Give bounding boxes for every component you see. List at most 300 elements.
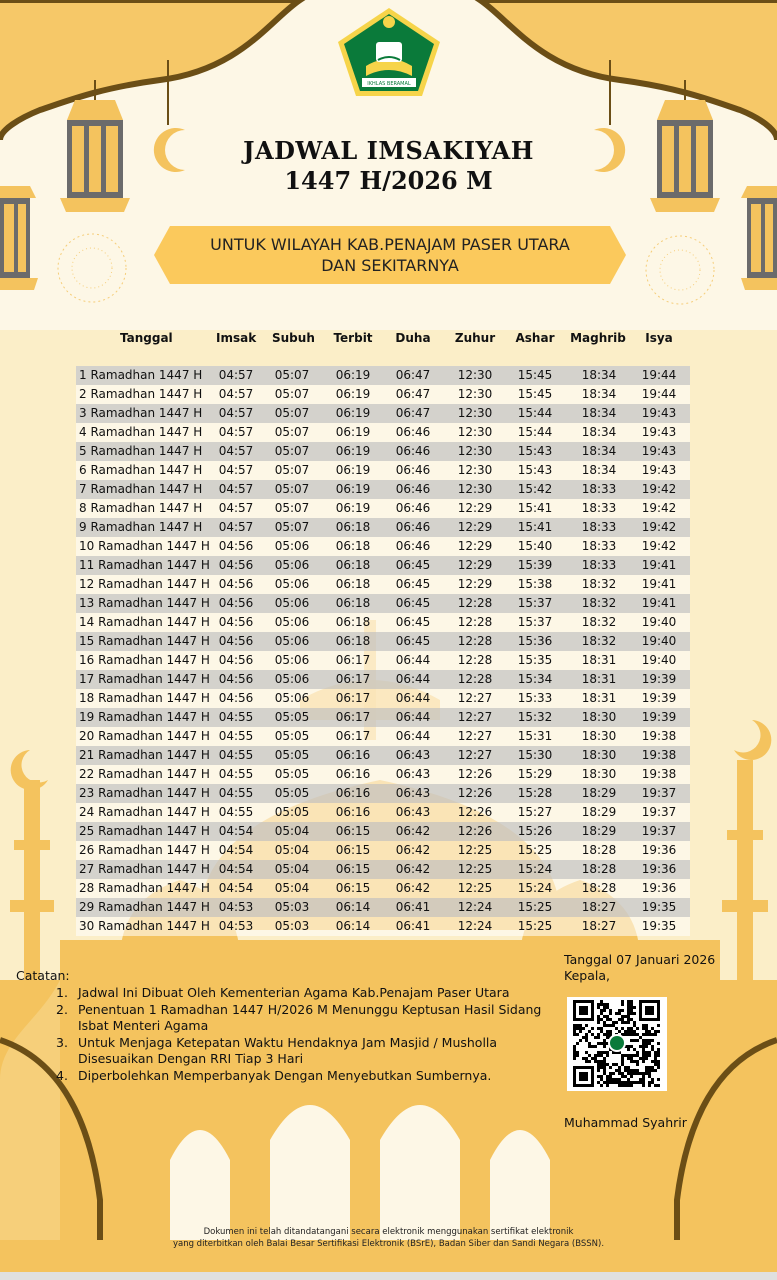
cell-duha: 06:45 <box>395 634 431 648</box>
cell-isya: 19:36 <box>641 862 677 876</box>
cell-maghrib: 18:33 <box>581 539 617 553</box>
cell-zuhur: 12:25 <box>457 843 493 857</box>
cell-isya: 19:43 <box>641 463 677 477</box>
cell-imsak: 04:57 <box>218 520 254 534</box>
cell-ashar: 15:43 <box>517 444 553 458</box>
cell-date: 8 Ramadhan 1447 H <box>79 501 203 515</box>
cell-date: 10 Ramadhan 1447 H <box>79 539 210 553</box>
cell-date: 29 Ramadhan 1447 H <box>79 900 210 914</box>
cell-ashar: 15:42 <box>517 482 553 496</box>
cell-imsak: 04:56 <box>218 539 254 553</box>
cell-maghrib: 18:33 <box>581 482 617 496</box>
header-terbit: Terbit <box>333 331 373 345</box>
cell-maghrib: 18:31 <box>581 653 617 667</box>
cell-subuh: 05:07 <box>274 482 310 496</box>
cell-date: 23 Ramadhan 1447 H <box>79 786 210 800</box>
cell-isya: 19:38 <box>641 729 677 743</box>
cell-isya: 19:43 <box>641 425 677 439</box>
table-row <box>76 651 690 670</box>
cell-subuh: 05:05 <box>274 729 310 743</box>
cell-isya: 19:38 <box>641 767 677 781</box>
cell-date: 9 Ramadhan 1447 H <box>79 520 203 534</box>
cell-date: 18 Ramadhan 1447 H <box>79 691 210 705</box>
table-row <box>76 556 690 575</box>
cell-subuh: 05:07 <box>274 463 310 477</box>
cell-date: 14 Ramadhan 1447 H <box>79 615 210 629</box>
cell-imsak: 04:56 <box>218 653 254 667</box>
cell-maghrib: 18:34 <box>581 444 617 458</box>
notes-list <box>56 985 556 1084</box>
cell-imsak: 04:57 <box>218 425 254 439</box>
cell-date: 26 Ramadhan 1447 H <box>79 843 210 857</box>
cell-imsak: 04:56 <box>218 577 254 591</box>
cell-duha: 06:45 <box>395 558 431 572</box>
cell-maghrib: 18:34 <box>581 425 617 439</box>
cell-isya: 19:41 <box>641 577 677 591</box>
cell-ashar: 15:45 <box>517 368 553 382</box>
cell-subuh: 05:05 <box>274 805 310 819</box>
cell-subuh: 05:03 <box>274 900 310 914</box>
cell-zuhur: 12:27 <box>457 691 493 705</box>
table-row <box>76 746 690 765</box>
cell-maghrib: 18:31 <box>581 691 617 705</box>
cell-ashar: 15:33 <box>517 691 553 705</box>
note-item <box>56 1035 556 1068</box>
cell-subuh: 05:07 <box>274 425 310 439</box>
cell-terbit: 06:18 <box>335 558 371 572</box>
cell-zuhur: 12:30 <box>457 444 493 458</box>
cell-imsak: 04:57 <box>218 406 254 420</box>
cell-maghrib: 18:32 <box>581 577 617 591</box>
cell-terbit: 06:14 <box>335 919 371 933</box>
kemenag-logo <box>336 6 442 98</box>
cell-subuh: 05:07 <box>274 406 310 420</box>
cell-maghrib: 18:30 <box>581 729 617 743</box>
cell-subuh: 05:07 <box>274 444 310 458</box>
cell-subuh: 05:07 <box>274 368 310 382</box>
cell-subuh: 05:06 <box>274 634 310 648</box>
qr-code <box>567 997 667 1091</box>
cell-zuhur: 12:29 <box>457 520 493 534</box>
note-number: 2. <box>56 1001 68 1017</box>
cell-ashar: 15:35 <box>517 653 553 667</box>
note-text: Untuk Menjaga Ketepatan Waktu Hendaknya Jam Masjid / Musholla Disesuaikan Dengan RRI Tiap 3 Hari <box>78 1034 498 1066</box>
cell-duha: 06:42 <box>395 843 431 857</box>
cell-zuhur: 12:24 <box>457 900 493 914</box>
note-text: Jadwal Ini Dibuat Oleh Kementerian Agama Kab.Penajam Paser Utara <box>78 985 510 1000</box>
cell-isya: 19:44 <box>641 387 677 401</box>
cell-subuh: 05:06 <box>274 691 310 705</box>
logo-caption: IKHLAS BERAMAL <box>367 81 411 87</box>
cell-isya: 19:35 <box>641 919 677 933</box>
cell-maghrib: 18:30 <box>581 710 617 724</box>
esign-footer <box>100 1226 677 1250</box>
cell-imsak: 04:57 <box>218 501 254 515</box>
cell-subuh: 05:04 <box>274 881 310 895</box>
cell-ashar: 15:28 <box>517 786 553 800</box>
cell-duha: 06:42 <box>395 881 431 895</box>
table-row <box>76 822 690 841</box>
cell-subuh: 05:06 <box>274 653 310 667</box>
cell-duha: 06:46 <box>395 482 431 496</box>
cell-imsak: 04:56 <box>218 558 254 572</box>
cell-terbit: 06:15 <box>335 824 371 838</box>
cell-duha: 06:46 <box>395 501 431 515</box>
cell-zuhur: 12:29 <box>457 558 493 572</box>
cell-isya: 19:42 <box>641 520 677 534</box>
cell-terbit: 06:18 <box>335 577 371 591</box>
cell-duha: 06:41 <box>395 900 431 914</box>
cell-date: 6 Ramadhan 1447 H <box>79 463 203 477</box>
table-row <box>76 518 690 537</box>
note-text: Diperbolehkan Memperbanyak Dengan Menyebutkan Sumbernya. <box>78 1067 492 1083</box>
cell-zuhur: 12:27 <box>457 710 493 724</box>
table-row <box>76 670 690 689</box>
cell-subuh: 05:06 <box>274 672 310 686</box>
cell-ashar: 15:25 <box>517 919 553 933</box>
cell-ashar: 15:41 <box>517 520 553 534</box>
table-row <box>76 708 690 727</box>
cell-imsak: 04:54 <box>218 824 254 838</box>
cell-zuhur: 12:29 <box>457 577 493 591</box>
cell-zuhur: 12:26 <box>457 805 493 819</box>
header-duha: Duha <box>395 331 431 345</box>
cell-zuhur: 12:30 <box>457 482 493 496</box>
note-item <box>56 985 556 1002</box>
header-tanggal: Tanggal <box>120 331 173 345</box>
cell-zuhur: 12:30 <box>457 406 493 420</box>
cell-terbit: 06:19 <box>335 501 371 515</box>
cell-ashar: 15:25 <box>517 843 553 857</box>
table-row <box>76 689 690 708</box>
cell-maghrib: 18:33 <box>581 501 617 515</box>
cell-isya: 19:35 <box>641 900 677 914</box>
table-row <box>76 784 690 803</box>
cell-date: 7 Ramadhan 1447 H <box>79 482 203 496</box>
cell-imsak: 04:55 <box>218 748 254 762</box>
note-number: 4. <box>56 1067 68 1083</box>
cell-zuhur: 12:24 <box>457 919 493 933</box>
cell-maghrib: 18:32 <box>581 615 617 629</box>
cell-isya: 19:37 <box>641 786 677 800</box>
cell-zuhur: 12:27 <box>457 748 493 762</box>
cell-duha: 06:47 <box>395 368 431 382</box>
table-body <box>76 366 690 936</box>
cell-date: 30 Ramadhan 1447 H <box>79 919 210 933</box>
note-item <box>56 1002 556 1035</box>
cell-terbit: 06:19 <box>335 482 371 496</box>
cell-imsak: 04:54 <box>218 843 254 857</box>
cell-imsak: 04:56 <box>218 596 254 610</box>
cell-terbit: 06:19 <box>335 463 371 477</box>
cell-ashar: 15:30 <box>517 748 553 762</box>
cell-maghrib: 18:28 <box>581 862 617 876</box>
notes-title: Catatan: <box>16 968 70 983</box>
cell-imsak: 04:54 <box>218 881 254 895</box>
header-ashar: Ashar <box>515 331 555 345</box>
cell-date: 17 Ramadhan 1447 H <box>79 672 210 686</box>
cell-terbit: 06:17 <box>335 710 371 724</box>
table-header <box>0 326 777 350</box>
cell-date: 12 Ramadhan 1447 H <box>79 577 210 591</box>
cell-maghrib: 18:34 <box>581 406 617 420</box>
cell-duha: 06:45 <box>395 596 431 610</box>
cell-isya: 19:43 <box>641 444 677 458</box>
cell-subuh: 05:05 <box>274 710 310 724</box>
table-row <box>76 499 690 518</box>
cell-ashar: 15:44 <box>517 425 553 439</box>
table-row <box>76 860 690 879</box>
table-row <box>76 366 690 385</box>
cell-ashar: 15:38 <box>517 577 553 591</box>
cell-zuhur: 12:28 <box>457 634 493 648</box>
region-label: UNTUK WILAYAH KAB.PENAJAM PASER UTARA DAN SEKITARNYA <box>210 235 570 275</box>
cell-terbit: 06:16 <box>335 748 371 762</box>
cell-subuh: 05:06 <box>274 577 310 591</box>
cell-maghrib: 18:34 <box>581 463 617 477</box>
cell-date: 24 Ramadhan 1447 H <box>79 805 210 819</box>
cell-subuh: 05:06 <box>274 615 310 629</box>
cell-date: 4 Ramadhan 1447 H <box>79 425 203 439</box>
cell-isya: 19:41 <box>641 596 677 610</box>
cell-maghrib: 18:29 <box>581 824 617 838</box>
cell-terbit: 06:17 <box>335 729 371 743</box>
cell-maghrib: 18:28 <box>581 881 617 895</box>
cell-ashar: 15:27 <box>517 805 553 819</box>
cell-duha: 06:43 <box>395 786 431 800</box>
cell-maghrib: 18:33 <box>581 520 617 534</box>
cell-isya: 19:42 <box>641 482 677 496</box>
signature-date: Tanggal 07 Januari 2026 <box>564 952 716 967</box>
cell-subuh: 05:06 <box>274 558 310 572</box>
cell-subuh: 05:04 <box>274 862 310 876</box>
cell-subuh: 05:06 <box>274 539 310 553</box>
cell-terbit: 06:17 <box>335 653 371 667</box>
cell-subuh: 05:07 <box>274 520 310 534</box>
cell-duha: 06:43 <box>395 767 431 781</box>
cell-maghrib: 18:27 <box>581 919 617 933</box>
esign-line-2: yang diterbitkan oleh Balai Besar Sertifikasi Elektronik (BSrE), Badan Siber dan Sandi Negara (BSSN). <box>172 1239 605 1249</box>
cell-isya: 19:42 <box>641 539 677 553</box>
cell-isya: 19:39 <box>641 710 677 724</box>
cell-zuhur: 12:28 <box>457 596 493 610</box>
cell-imsak: 04:54 <box>218 862 254 876</box>
table-row <box>76 803 690 822</box>
cell-imsak: 04:56 <box>218 672 254 686</box>
cell-imsak: 04:56 <box>218 615 254 629</box>
cell-imsak: 04:57 <box>218 444 254 458</box>
table-row <box>76 442 690 461</box>
cell-duha: 06:41 <box>395 919 431 933</box>
cell-maghrib: 18:34 <box>581 387 617 401</box>
cell-duha: 06:44 <box>395 653 431 667</box>
cell-terbit: 06:19 <box>335 425 371 439</box>
cell-date: 25 Ramadhan 1447 H <box>79 824 210 838</box>
cell-date: 3 Ramadhan 1447 H <box>79 406 203 420</box>
cell-subuh: 05:04 <box>274 843 310 857</box>
cell-zuhur: 12:27 <box>457 729 493 743</box>
table-row <box>76 537 690 556</box>
cell-isya: 19:40 <box>641 615 677 629</box>
cell-ashar: 15:37 <box>517 596 553 610</box>
cell-isya: 19:41 <box>641 558 677 572</box>
cell-isya: 19:44 <box>641 368 677 382</box>
cell-terbit: 06:19 <box>335 444 371 458</box>
cell-imsak: 04:57 <box>218 463 254 477</box>
cell-zuhur: 12:28 <box>457 615 493 629</box>
cell-isya: 19:37 <box>641 824 677 838</box>
table-row <box>76 594 690 613</box>
cell-maghrib: 18:34 <box>581 368 617 382</box>
signature-position: Kepala, <box>564 968 610 983</box>
cell-terbit: 06:18 <box>335 520 371 534</box>
note-text: Penentuan 1 Ramadhan 1447 H/2026 M Menunggu Keptusan Hasil Sidang Isbat Menteri Agama <box>78 1001 542 1033</box>
cell-duha: 06:44 <box>395 672 431 686</box>
table-row <box>76 727 690 746</box>
header-isya: Isya <box>645 331 673 345</box>
table-row <box>76 385 690 404</box>
cell-isya: 19:36 <box>641 881 677 895</box>
table-row <box>76 404 690 423</box>
cell-ashar: 15:34 <box>517 672 553 686</box>
cell-ashar: 15:36 <box>517 634 553 648</box>
table-row <box>76 480 690 499</box>
cell-date: 15 Ramadhan 1447 H <box>79 634 210 648</box>
cell-duha: 06:45 <box>395 577 431 591</box>
header-subuh: Subuh <box>272 331 315 345</box>
table-row <box>76 898 690 917</box>
cell-duha: 06:44 <box>395 710 431 724</box>
cell-imsak: 04:56 <box>218 634 254 648</box>
cell-duha: 06:42 <box>395 824 431 838</box>
cell-date: 27 Ramadhan 1447 H <box>79 862 210 876</box>
cell-zuhur: 12:28 <box>457 653 493 667</box>
cell-ashar: 15:24 <box>517 862 553 876</box>
cell-date: 11 Ramadhan 1447 H <box>79 558 210 572</box>
cell-terbit: 06:16 <box>335 805 371 819</box>
cell-duha: 06:46 <box>395 463 431 477</box>
cell-terbit: 06:19 <box>335 406 371 420</box>
cell-zuhur: 12:30 <box>457 463 493 477</box>
cell-duha: 06:43 <box>395 748 431 762</box>
cell-zuhur: 12:30 <box>457 368 493 382</box>
cell-terbit: 06:16 <box>335 767 371 781</box>
cell-terbit: 06:18 <box>335 615 371 629</box>
cell-zuhur: 12:29 <box>457 501 493 515</box>
cell-duha: 06:47 <box>395 406 431 420</box>
cell-zuhur: 12:29 <box>457 539 493 553</box>
header-maghrib: Maghrib <box>570 331 626 345</box>
cell-isya: 19:38 <box>641 748 677 762</box>
cell-terbit: 06:14 <box>335 900 371 914</box>
cell-subuh: 05:04 <box>274 824 310 838</box>
cell-subuh: 05:05 <box>274 748 310 762</box>
note-number: 3. <box>56 1034 68 1050</box>
table-row <box>76 879 690 898</box>
cell-maghrib: 18:30 <box>581 767 617 781</box>
cell-imsak: 04:57 <box>218 368 254 382</box>
cell-terbit: 06:18 <box>335 634 371 648</box>
cell-ashar: 15:37 <box>517 615 553 629</box>
cell-duha: 06:43 <box>395 805 431 819</box>
cell-date: 1 Ramadhan 1447 H <box>79 368 203 382</box>
cell-maghrib: 18:31 <box>581 672 617 686</box>
cell-subuh: 05:03 <box>274 919 310 933</box>
cell-ashar: 15:29 <box>517 767 553 781</box>
page-subtitle-year: 1447 H/2026 M <box>284 166 493 195</box>
cell-duha: 06:42 <box>395 862 431 876</box>
cell-ashar: 15:39 <box>517 558 553 572</box>
cell-imsak: 04:55 <box>218 767 254 781</box>
cell-ashar: 15:26 <box>517 824 553 838</box>
cell-maghrib: 18:32 <box>581 596 617 610</box>
cell-maghrib: 18:28 <box>581 843 617 857</box>
cell-imsak: 04:56 <box>218 691 254 705</box>
cell-ashar: 15:24 <box>517 881 553 895</box>
cell-duha: 06:44 <box>395 691 431 705</box>
cell-subuh: 05:07 <box>274 387 310 401</box>
cell-zuhur: 12:30 <box>457 387 493 401</box>
cell-date: 22 Ramadhan 1447 H <box>79 767 210 781</box>
cell-isya: 19:40 <box>641 634 677 648</box>
cell-duha: 06:46 <box>395 425 431 439</box>
cell-maghrib: 18:29 <box>581 786 617 800</box>
region-banner <box>170 226 610 284</box>
cell-zuhur: 12:30 <box>457 425 493 439</box>
table-row <box>76 575 690 594</box>
cell-ashar: 15:44 <box>517 406 553 420</box>
cell-imsak: 04:55 <box>218 729 254 743</box>
cell-date: 20 Ramadhan 1447 H <box>79 729 210 743</box>
table-row <box>76 917 690 936</box>
table-row <box>76 841 690 860</box>
cell-maghrib: 18:33 <box>581 558 617 572</box>
cell-ashar: 15:31 <box>517 729 553 743</box>
cell-imsak: 04:55 <box>218 786 254 800</box>
cell-terbit: 06:15 <box>335 843 371 857</box>
cell-duha: 06:45 <box>395 615 431 629</box>
cell-date: 19 Ramadhan 1447 H <box>79 710 210 724</box>
esign-line-1: Dokumen ini telah ditandatangani secara elektronik menggunakan sertifikat elektronik <box>203 1227 574 1237</box>
cell-terbit: 06:17 <box>335 691 371 705</box>
cell-ashar: 15:32 <box>517 710 553 724</box>
cell-subuh: 05:06 <box>274 596 310 610</box>
table-row <box>76 461 690 480</box>
cell-maghrib: 18:30 <box>581 748 617 762</box>
cell-isya: 19:39 <box>641 672 677 686</box>
cell-isya: 19:37 <box>641 805 677 819</box>
cell-terbit: 06:18 <box>335 596 371 610</box>
cell-terbit: 06:19 <box>335 368 371 382</box>
cell-isya: 19:40 <box>641 653 677 667</box>
cell-isya: 19:36 <box>641 843 677 857</box>
signature-block <box>564 952 764 984</box>
cell-imsak: 04:57 <box>218 387 254 401</box>
cell-date: 21 Ramadhan 1447 H <box>79 748 210 762</box>
cell-subuh: 05:05 <box>274 767 310 781</box>
cell-date: 5 Ramadhan 1447 H <box>79 444 203 458</box>
cell-imsak: 04:57 <box>218 482 254 496</box>
cell-duha: 06:47 <box>395 387 431 401</box>
cell-terbit: 06:15 <box>335 862 371 876</box>
table-row <box>76 613 690 632</box>
cell-terbit: 06:17 <box>335 672 371 686</box>
cell-zuhur: 12:25 <box>457 862 493 876</box>
cell-subuh: 05:07 <box>274 501 310 515</box>
cell-isya: 19:42 <box>641 501 677 515</box>
signer-name: Muhammad Syahrir <box>564 1115 687 1130</box>
header-zuhur: Zuhur <box>454 331 496 345</box>
